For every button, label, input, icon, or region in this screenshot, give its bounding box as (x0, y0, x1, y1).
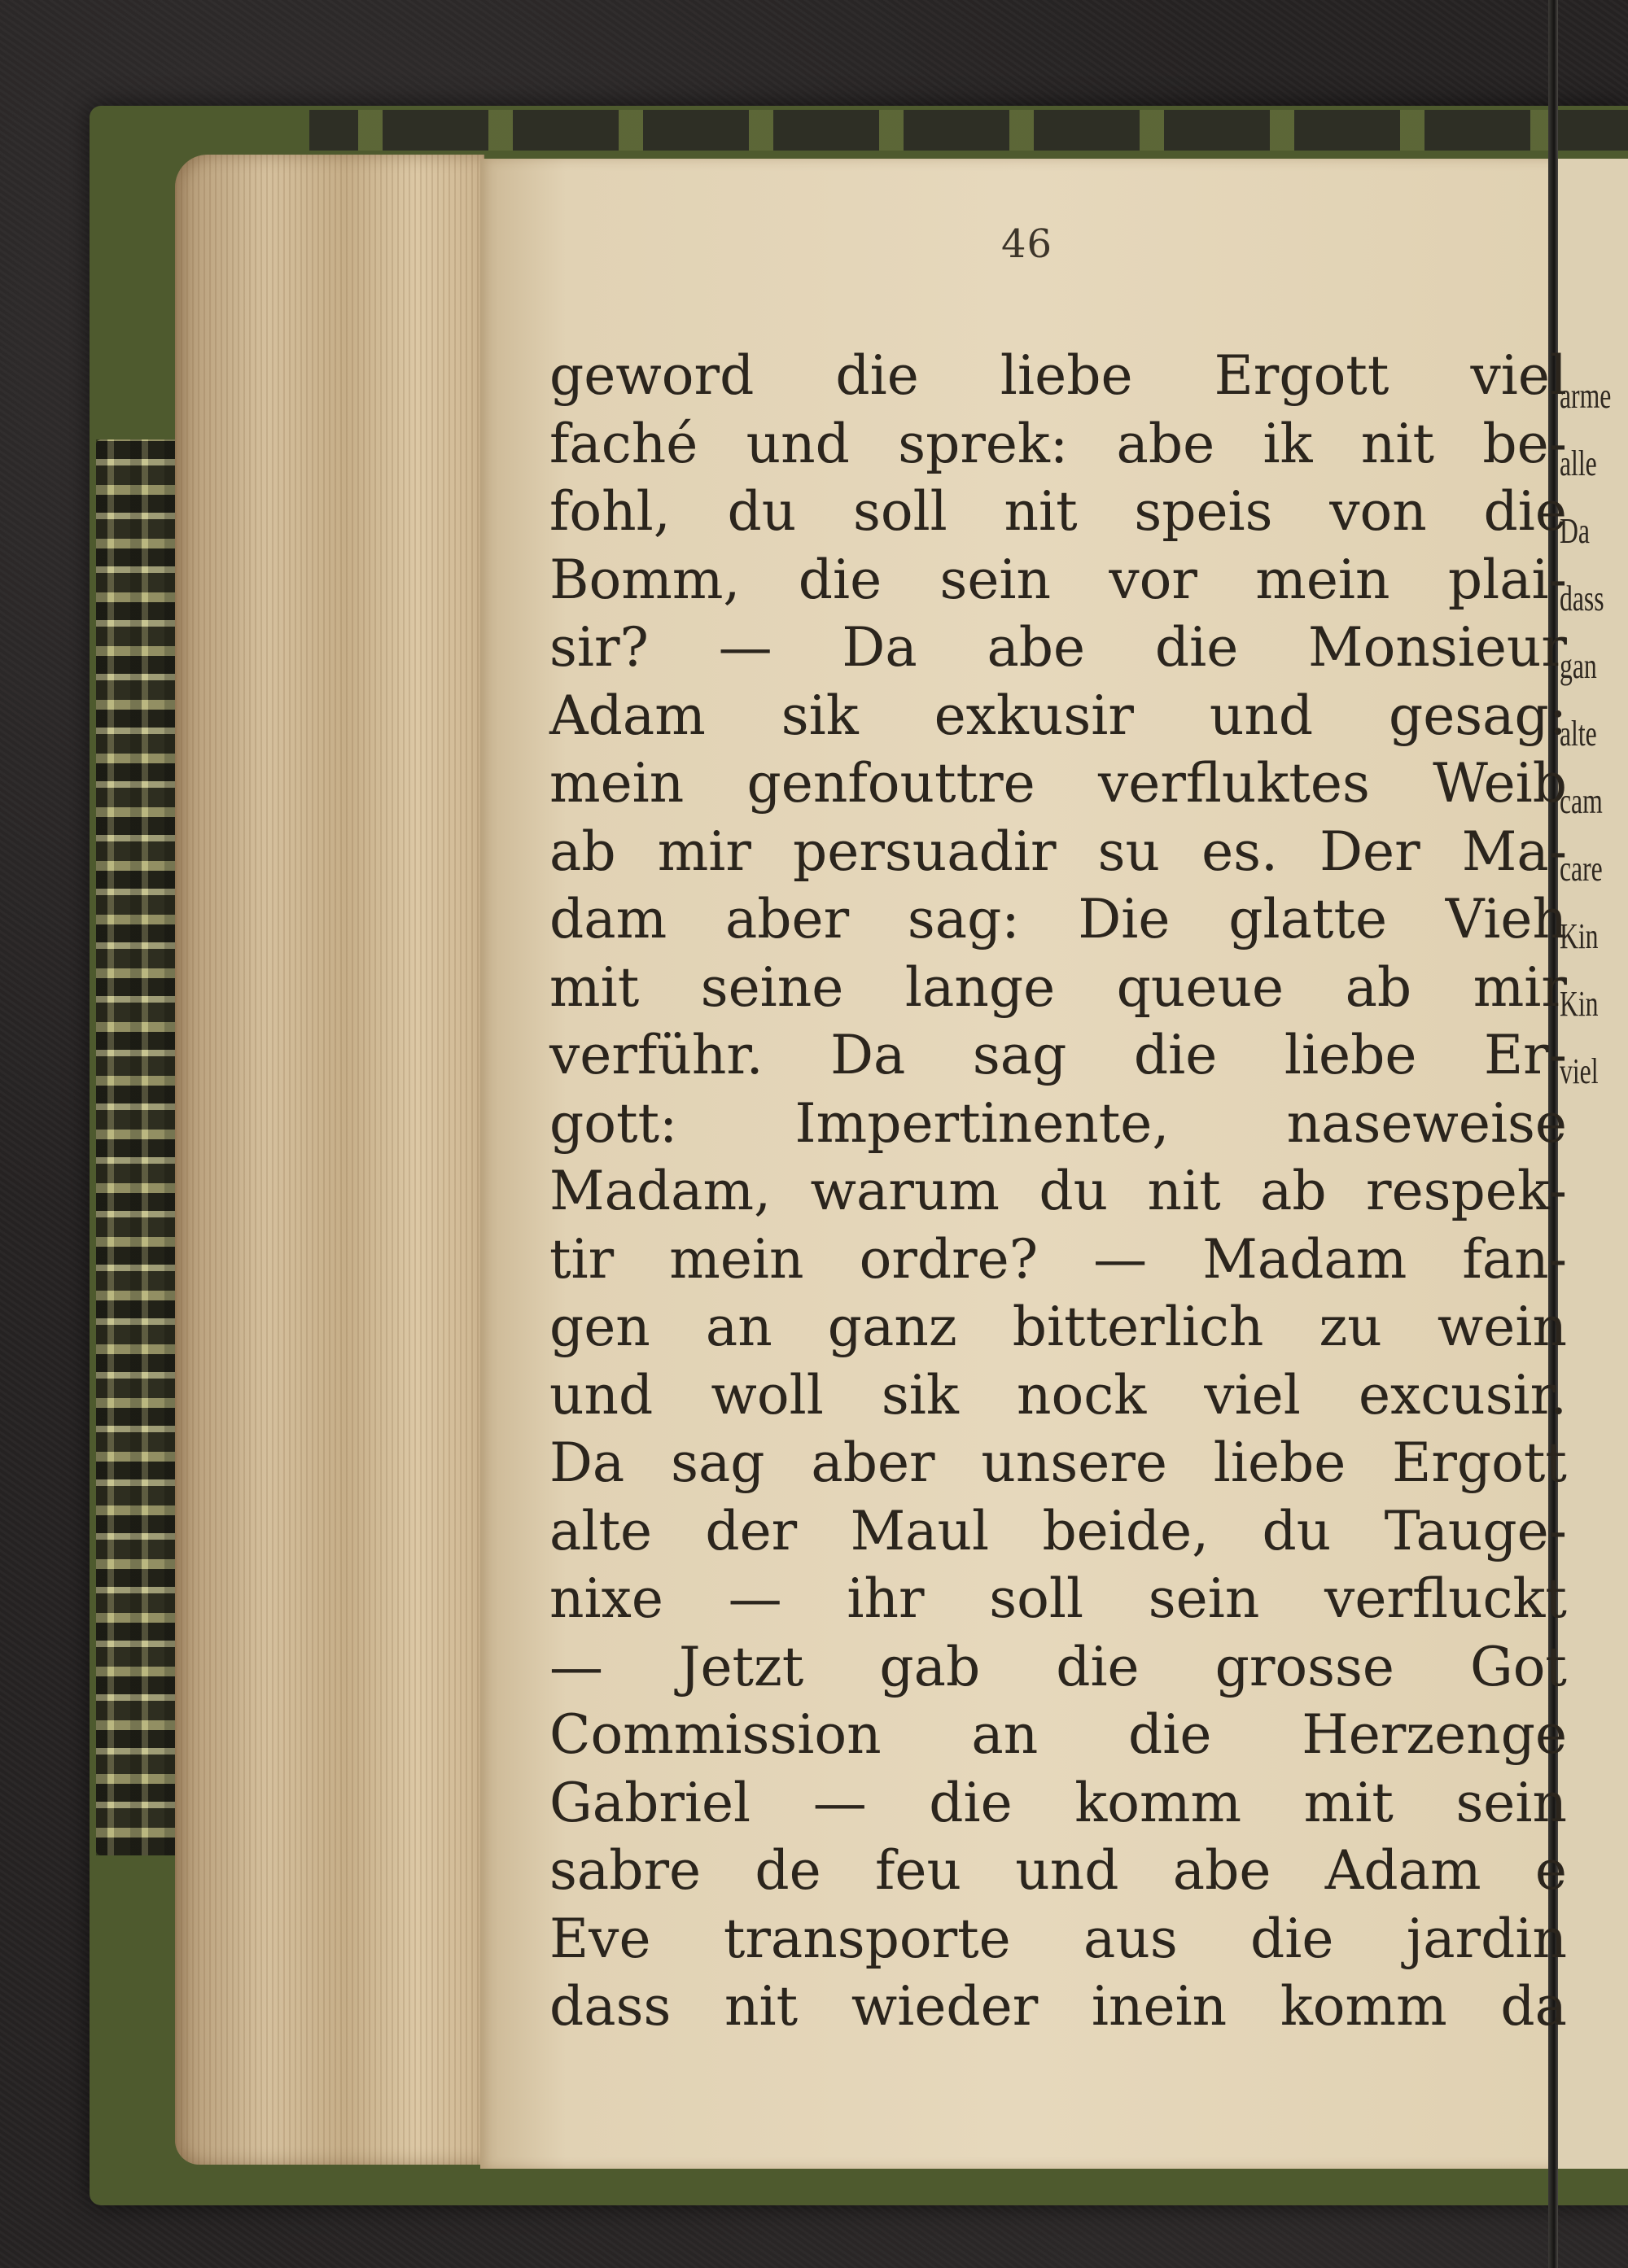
word: ihr (847, 1567, 925, 1630)
word: Adam (1324, 1839, 1481, 1902)
word: die (1056, 1635, 1140, 1698)
word: du (727, 480, 797, 543)
word: fan- (1462, 1227, 1567, 1291)
word: und (1209, 684, 1314, 747)
word: mein (1255, 548, 1390, 611)
word: Maul (850, 1499, 990, 1562)
word: Impertinente, (794, 1091, 1170, 1155)
next-page-fragment: alte (1560, 714, 1597, 754)
word: Adam (549, 684, 706, 747)
word: liebe (1213, 1431, 1346, 1494)
word: abe (987, 616, 1086, 679)
word: — (1093, 1227, 1148, 1291)
text-line (549, 749, 1567, 818)
word: grosse (1214, 1635, 1394, 1698)
word: Jetzt (679, 1635, 804, 1698)
page-edge-lines (175, 155, 484, 2165)
next-page-text (1560, 362, 1628, 1105)
word: — (812, 1771, 867, 1834)
word: — (718, 616, 772, 679)
text-line (549, 546, 1567, 614)
next-page-fragment: cam (1560, 781, 1603, 821)
word: glatte (1228, 888, 1388, 950)
word: naseweise (1286, 1091, 1567, 1155)
word: sag (671, 1431, 765, 1494)
word: der (705, 1499, 798, 1562)
word: ik (1263, 412, 1313, 475)
next-page-fragment: Da (1560, 511, 1590, 551)
text-line (549, 1021, 1567, 1090)
word: queue (1116, 955, 1284, 1019)
text-line (549, 1497, 1567, 1566)
word: Da (549, 1431, 625, 1494)
word: ordre? (859, 1227, 1039, 1291)
word: Herzenge (1302, 1703, 1567, 1766)
word: zu (1319, 1296, 1382, 1358)
text-line (549, 1293, 1567, 1361)
word: die (1133, 1024, 1218, 1086)
next-page-fragment: care (1560, 849, 1603, 889)
word: Weib (1433, 752, 1567, 815)
next-page-fragment: Kin (1560, 984, 1599, 1024)
word: die (798, 548, 882, 611)
text-line (549, 885, 1567, 954)
word: nit (724, 1975, 799, 2038)
word: die (1154, 616, 1239, 679)
next-page-fragment: alle (1560, 444, 1597, 483)
word: — (728, 1567, 782, 1630)
text-line (549, 1361, 1567, 1430)
word: nock (1016, 1363, 1147, 1427)
word: plai- (1447, 548, 1567, 611)
word: aber (724, 888, 850, 950)
word: Da (842, 616, 917, 679)
word: Vieh (1445, 888, 1567, 950)
word: Ma- (1461, 819, 1567, 883)
word: abe (1172, 1839, 1271, 1902)
next-page-fragment: arme (1560, 376, 1612, 416)
page-text (549, 342, 1567, 2041)
word: persuadir (793, 819, 1057, 883)
word: Gabriel (549, 1771, 751, 1834)
word: Bomm, (549, 548, 741, 611)
word: sabre (549, 1839, 702, 1902)
word: an (705, 1296, 772, 1358)
word: gen (549, 1296, 650, 1358)
word: nit (1147, 1160, 1221, 1222)
word: sir? (549, 616, 649, 679)
word: von (1329, 480, 1427, 543)
word: tir (549, 1227, 615, 1291)
word: soll (989, 1567, 1084, 1630)
word: du (1039, 1160, 1109, 1222)
word: geword (549, 344, 755, 407)
word: mit (549, 955, 640, 1019)
word: gab (879, 1635, 981, 1698)
word: die (835, 344, 919, 407)
word: e (1534, 1839, 1567, 1902)
word: Eve (549, 1907, 651, 1970)
word: gott: (549, 1091, 678, 1155)
text-line (549, 614, 1567, 682)
word: abe (1116, 412, 1215, 475)
word: faché (549, 412, 698, 475)
text-line (549, 478, 1567, 546)
word: verfluktes (1097, 752, 1370, 815)
word: aber (811, 1431, 935, 1494)
word: excusir. (1358, 1363, 1567, 1427)
word: soll (852, 480, 947, 543)
word: liebe (1284, 1024, 1417, 1086)
word: aus (1083, 1907, 1178, 1970)
word: sag (972, 1024, 1067, 1086)
word: Monsieur (1308, 616, 1567, 679)
text-line (549, 1701, 1567, 1769)
word: und (746, 412, 850, 475)
page-number: 46 (1001, 221, 1053, 267)
word: die (1483, 480, 1567, 543)
text-line (549, 1769, 1567, 1838)
word: liebe (1000, 344, 1133, 407)
text-line (549, 1226, 1567, 1294)
word: dass (549, 1975, 672, 2038)
word: dam (549, 888, 667, 950)
next-page-fragment: Kin (1560, 916, 1599, 956)
word: ab (1345, 955, 1412, 1019)
word: alte (549, 1499, 653, 1562)
text-line (549, 1837, 1567, 1905)
word: mir (657, 819, 751, 883)
word: komm (1280, 1975, 1447, 2038)
text-line (549, 1090, 1567, 1158)
word: Ergott (1392, 1431, 1567, 1494)
word: nit (1360, 412, 1435, 475)
next-page-fragment: dass (1560, 579, 1604, 618)
word: mir (1473, 955, 1567, 1019)
word: sik (881, 1363, 959, 1427)
word: feu (874, 1839, 961, 1902)
text-line (549, 342, 1567, 410)
cover-top-band (309, 110, 1628, 151)
word: sein (1148, 1567, 1260, 1630)
word: du (1262, 1499, 1332, 1562)
word: die (1250, 1907, 1334, 1970)
word: Er- (1483, 1024, 1567, 1086)
word: nit (1004, 480, 1078, 543)
word: woll (711, 1363, 824, 1427)
word: mein (549, 752, 685, 815)
text-line (549, 410, 1567, 479)
word: Ergott (1214, 344, 1389, 407)
word: wieder (851, 1975, 1039, 2038)
word: Tauge- (1384, 1499, 1567, 1562)
word: ganz (827, 1296, 957, 1358)
text-line (549, 954, 1567, 1022)
word: inein (1091, 1975, 1228, 2038)
next-page-fragment: gan (1560, 646, 1597, 686)
word: und (549, 1363, 654, 1427)
word: da (1500, 1975, 1567, 2038)
word: sag: (907, 888, 1020, 950)
word: und (1015, 1839, 1119, 1902)
word: unsere (981, 1431, 1167, 1494)
word: viel (1470, 344, 1567, 407)
text-line (549, 1905, 1567, 1973)
word: sein (939, 548, 1052, 611)
word: transporte (723, 1907, 1011, 1970)
word: Commission (549, 1703, 882, 1766)
word: verfluckt (1324, 1567, 1567, 1630)
word: an (971, 1703, 1039, 1766)
word: mein (669, 1227, 804, 1291)
word: Da (830, 1024, 906, 1086)
word: Got (1469, 1635, 1567, 1698)
text-line (549, 1429, 1567, 1497)
word: Madam, (549, 1160, 772, 1222)
text-line (549, 1157, 1567, 1226)
word: viel (1204, 1363, 1301, 1427)
word: die (929, 1771, 1013, 1834)
word: sik (781, 684, 859, 747)
word: su (1097, 819, 1161, 883)
word: speis (1134, 480, 1273, 543)
word: verführ. (549, 1024, 764, 1086)
text-line (549, 1565, 1567, 1633)
word: Die (1078, 888, 1171, 950)
word: genfouttre (746, 752, 1035, 815)
word: sprek: (898, 412, 1069, 475)
text-line (549, 818, 1567, 886)
word: Der (1319, 819, 1420, 883)
word: jardin (1406, 1907, 1567, 1970)
text-line (549, 1633, 1567, 1702)
word: respek- (1366, 1160, 1567, 1222)
word: Madam (1202, 1227, 1407, 1291)
word: exkusir (934, 684, 1134, 747)
word: fohl, (549, 480, 671, 543)
word: lange (904, 955, 1056, 1019)
word: sein (1455, 1771, 1567, 1834)
word: ab (1260, 1160, 1327, 1222)
word: warum (810, 1160, 1000, 1222)
word: beide, (1042, 1499, 1210, 1562)
word: mit (1303, 1771, 1394, 1834)
word: es. (1201, 819, 1279, 883)
word: seine (700, 955, 844, 1019)
word: nixe (549, 1567, 663, 1630)
word: ab (549, 819, 616, 883)
text-line (549, 682, 1567, 750)
text-line (549, 1973, 1567, 2041)
word: komm (1074, 1771, 1242, 1834)
word: die (1128, 1703, 1212, 1766)
word: be- (1482, 412, 1567, 475)
word: de (755, 1839, 821, 1902)
word: gesag: (1388, 684, 1567, 747)
word: wein (1437, 1296, 1567, 1358)
next-page-fragment: viel (1560, 1051, 1599, 1091)
word: vor (1109, 548, 1197, 611)
word: bitterlich (1012, 1296, 1264, 1358)
word: — (549, 1635, 603, 1698)
